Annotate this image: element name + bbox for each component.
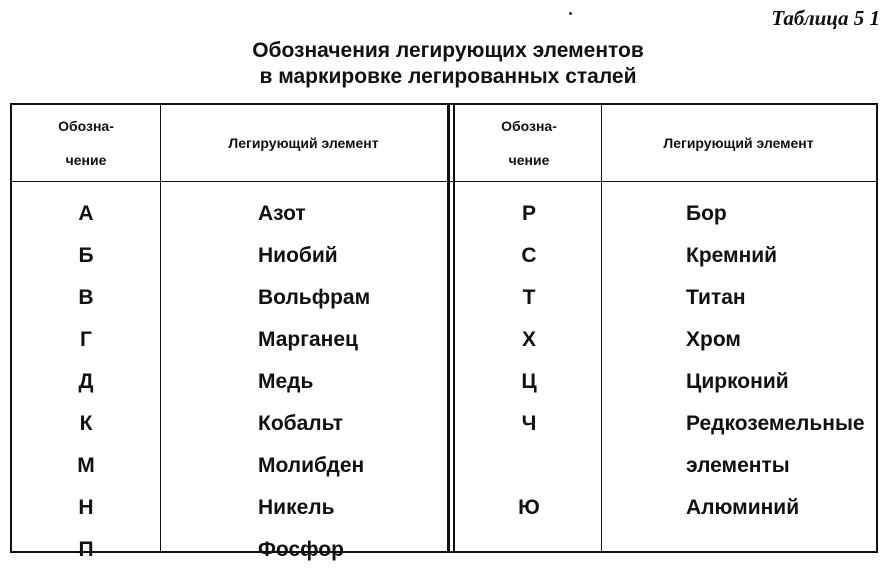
title-line-1: Обозначения легирующих элементов (252, 39, 644, 62)
title-line-2: в маркировке легированных сталей (259, 65, 637, 88)
element-name: Медь (258, 370, 314, 393)
element-name: Кобальт (258, 412, 343, 435)
designation-code: Н (78, 496, 94, 519)
header-divider (12, 181, 876, 182)
element-name: Молибден (258, 454, 365, 477)
table-number-label: Таблица 5 1 (771, 6, 880, 30)
designation-code: Д (78, 370, 94, 393)
speck-dot (569, 12, 572, 15)
element-name: элементы (686, 454, 790, 477)
designation-code: Ю (518, 496, 540, 519)
header-code-line1: Обозна- (58, 118, 114, 134)
header-element-left: Легирующий элемент (228, 135, 379, 151)
table-title (0, 38, 896, 90)
element-name: Азот (258, 202, 306, 225)
designation-code: П (78, 538, 94, 561)
designation-code: М (77, 454, 95, 477)
designation-code: Р (521, 202, 536, 225)
column-divider (447, 105, 450, 551)
element-name: Хром (686, 328, 741, 351)
designation-code: Б (78, 244, 94, 267)
header-element-right: Легирующий элемент (663, 135, 814, 151)
element-name: Титан (686, 286, 746, 309)
element-name: Редкоземельные (686, 412, 865, 435)
element-name: Бор (686, 202, 727, 225)
designation-code: Ч (521, 412, 537, 435)
element-name: Кремний (686, 244, 778, 267)
header-code-line1: Обозна- (501, 118, 557, 134)
designation-code: В (78, 286, 94, 309)
designation-code: Т (522, 286, 536, 309)
designation-code: Г (80, 328, 92, 351)
designation-code: Х (521, 328, 536, 351)
element-name: Марганец (258, 328, 358, 351)
designation-code: С (521, 244, 537, 267)
element-name: Ниобий (258, 244, 338, 267)
designation-code: Ц (521, 370, 537, 393)
element-name: Цирконий (686, 370, 789, 393)
header-code-line2: чение (508, 152, 550, 168)
designation-table (10, 103, 878, 561)
element-name: Фосфор (258, 538, 344, 561)
header-code-line2: чение (65, 152, 107, 168)
element-name: Никель (258, 496, 335, 519)
header-code-left (12, 105, 160, 181)
designation-code (455, 446, 603, 486)
element-name: Алюминий (686, 496, 800, 519)
designation-code: А (78, 202, 94, 225)
designation-code: К (79, 412, 93, 435)
header-code-right (455, 105, 603, 181)
element-name: Вольфрам (258, 286, 371, 309)
